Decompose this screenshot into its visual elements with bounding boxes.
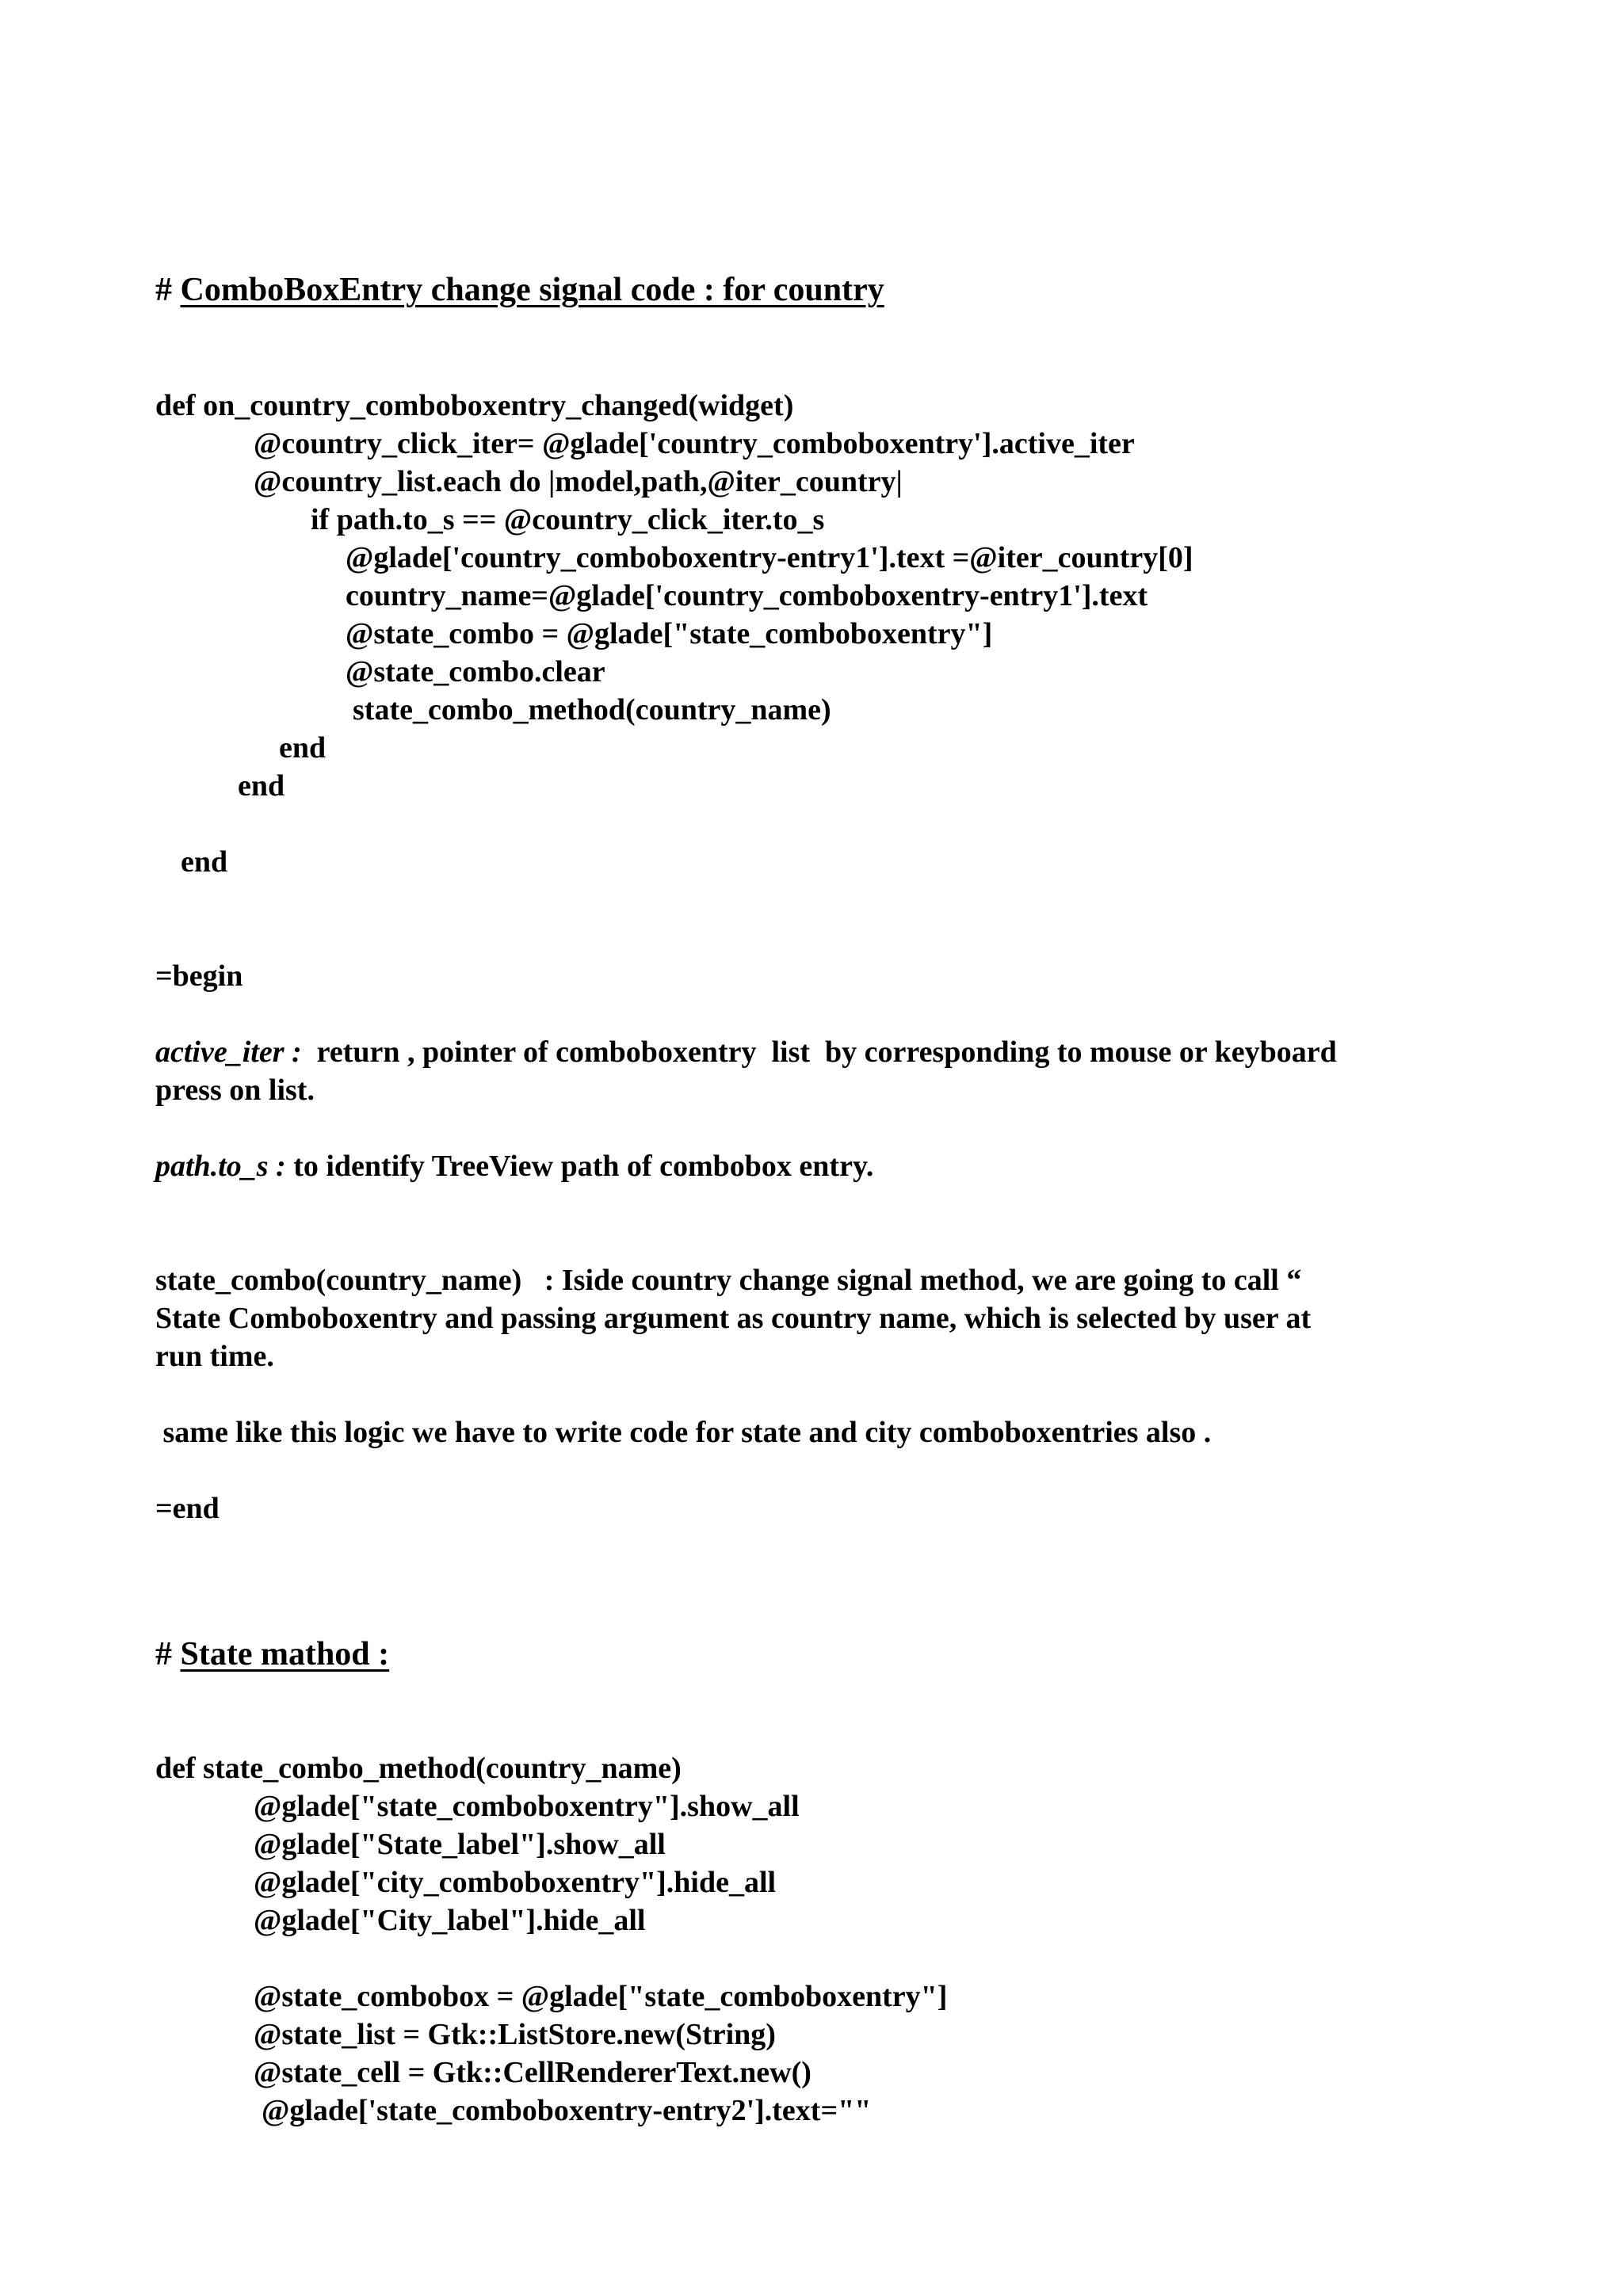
code-line: end [181, 845, 228, 879]
note-text: return , pointer of comboboxentry list by corresponding to mouse or keyboard [301, 1035, 1337, 1069]
heading-title: State mathod : [180, 1636, 390, 1672]
code-line: @glade["City_label"].hide_all [254, 1904, 646, 1937]
code-line: end [238, 769, 285, 803]
code-line: @glade["state_comboboxentry"].show_all [254, 1790, 800, 1823]
heading-title: ComboBoxEntry change signal code : for country [180, 272, 884, 308]
note-text: state_combo(country_name) : Iside country change signal method, we are going to call “ [155, 1264, 1302, 1297]
code-line: end [279, 731, 327, 765]
code-line: state_combo_method(country_name) [353, 693, 831, 727]
note-text: run time. [155, 1340, 274, 1373]
code-line: @state_combo.clear [346, 655, 605, 688]
code-line: def on_country_comboboxentry_changed(widget) [155, 389, 794, 422]
code-line: @state_combobox = @glade["state_comboboxentry"] [254, 1980, 948, 2013]
section-heading-country [155, 271, 884, 309]
end-marker: =end [155, 1492, 220, 1525]
note-active-iter [155, 1033, 1337, 1071]
code-line: @glade['state_comboboxentry-entry2'].text="" [262, 2094, 872, 2127]
note-text: to identify TreeView path of combobox entry. [285, 1150, 874, 1183]
note-term: path.to_s : [155, 1150, 286, 1183]
note-text: press on list. [155, 1074, 315, 1107]
code-line: def state_combo_method(country_name) [155, 1752, 682, 1785]
code-line: if path.to_s == @country_click_iter.to_s [311, 503, 825, 536]
code-line: @glade["State_label"].show_all [254, 1828, 666, 1861]
section-heading-state [155, 1635, 389, 1673]
heading-hash: # [155, 272, 181, 308]
code-line: @state_cell = Gtk::CellRendererText.new() [254, 2056, 812, 2089]
code-line: @glade["city_comboboxentry"].hide_all [254, 1866, 777, 1899]
note-text: State Comboboxentry and passing argument as country name, which is selected by user at [155, 1302, 1312, 1335]
note-path [155, 1147, 873, 1185]
code-line: @glade['country_comboboxentry-entry1'].text =@iter_country[0] [346, 541, 1193, 574]
begin-marker: =begin [155, 959, 243, 993]
code-line: @country_click_iter= @glade['country_comboboxentry'].active_iter [254, 427, 1135, 460]
code-line: @state_combo = @glade["state_comboboxentry"] [346, 617, 993, 650]
code-line: @country_list.each do |model,path,@iter_country| [254, 465, 903, 498]
note-term: active_iter : [155, 1035, 302, 1069]
heading-hash: # [155, 1636, 181, 1672]
note-text: same like this logic we have to write code for state and city comboboxentries also . [155, 1416, 1212, 1449]
code-line: country_name=@glade['country_comboboxentry-entry1'].text [346, 579, 1148, 612]
code-line: @state_list = Gtk::ListStore.new(String) [254, 2018, 776, 2051]
